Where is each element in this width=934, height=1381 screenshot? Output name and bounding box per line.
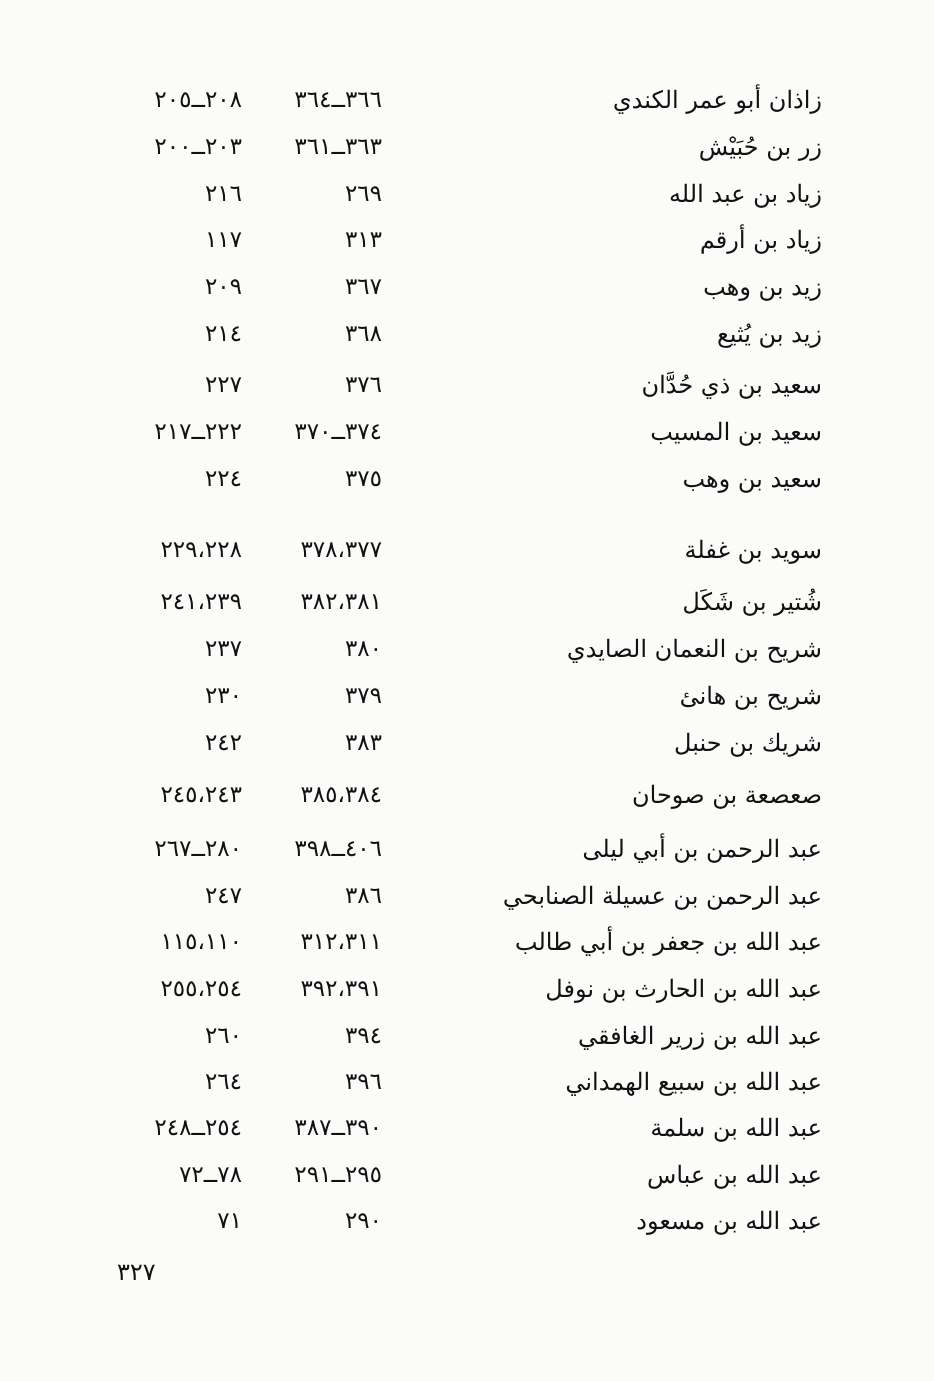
entry-name: سعيد بن ذي حُدَّان <box>641 371 822 399</box>
entry-name: عبد الله بن سبيع الهمداني <box>565 1068 822 1096</box>
entry-ref-primary: ٣٨٥،٣٨٤ <box>300 782 382 808</box>
entry-name: عبد الله بن مسعود <box>636 1207 822 1235</box>
index-row <box>0 723 934 763</box>
entry-name: شريك بن حنبل <box>674 729 822 757</box>
entry-ref-secondary: ٢٢٤ <box>204 466 242 492</box>
index-row <box>0 969 934 1009</box>
entry-ref-primary: ٣٦٣ــ٣٦١ <box>294 134 382 160</box>
entry-ref-secondary: ٢٥٤ــ٢٤٨ <box>154 1115 242 1141</box>
entry-ref-primary: ٣١٣ <box>344 227 382 253</box>
entry-ref-primary: ٢٩٥ــ٢٩١ <box>294 1162 382 1188</box>
index-row <box>0 829 934 869</box>
entry-ref-primary: ٤٠٦ــ٣٩٨ <box>294 836 382 862</box>
entry-name: صعصعة بن صوحان <box>632 781 822 809</box>
entry-ref-secondary: ٢٥٥،٢٥٤ <box>160 976 242 1002</box>
entry-name: زاذان أبو عمر الكندي <box>612 86 822 114</box>
entry-ref-primary: ٣٧٦ <box>344 372 382 398</box>
entry-ref-secondary: ٢٤٥،٢٤٣ <box>160 782 242 808</box>
entry-ref-secondary: ٢٠٨ــ٢٠٥ <box>154 87 242 113</box>
index-row <box>0 676 934 716</box>
entry-name: عبد الله بن جعفر بن أبي طالب <box>514 928 822 956</box>
entry-ref-primary: ٣٧٩ <box>344 683 382 709</box>
entry-name: زيد بن وهب <box>703 273 822 301</box>
entry-name: سعيد بن المسيب <box>650 418 822 446</box>
entry-ref-secondary: ٢٢٩،٢٢٨ <box>160 537 242 563</box>
entry-ref-primary: ٣١٢،٣١١ <box>300 929 382 955</box>
entry-ref-primary: ٣٩٦ <box>344 1069 382 1095</box>
entry-ref-primary: ٣٧٨،٣٧٧ <box>300 537 382 563</box>
index-row <box>0 127 934 167</box>
entry-ref-primary: ٣٨٠ <box>344 636 382 662</box>
entry-ref-secondary: ٢٣٠ <box>204 683 242 709</box>
index-row <box>0 582 934 622</box>
index-row <box>0 876 934 916</box>
index-row <box>0 1155 934 1195</box>
entry-name: زياد بن عبد الله <box>668 180 822 208</box>
entry-ref-secondary: ٢٤٧ <box>204 883 242 909</box>
entry-ref-secondary: ٢٨٠ــ٢٦٧ <box>154 836 242 862</box>
entry-ref-primary: ٣٦٨ <box>344 321 382 347</box>
entry-ref-secondary: ٢١٦ <box>204 181 242 207</box>
entry-name: زيد بن يُثيع <box>716 320 822 348</box>
entry-ref-primary: ٣٩٤ <box>344 1023 382 1049</box>
entry-ref-secondary: ٢٣٧ <box>204 636 242 662</box>
entry-ref-secondary: ٢٢٢ــ٢١٧ <box>154 419 242 445</box>
entry-ref-primary: ٣٨٣ <box>344 730 382 756</box>
entry-ref-secondary: ٢٦٤ <box>204 1069 242 1095</box>
entry-name: عبد الرحمن بن عسيلة الصنابحي <box>502 882 822 910</box>
entry-name: زياد بن أرقم <box>699 226 822 254</box>
index-row <box>0 459 934 499</box>
entry-name: عبد الله بن عباس <box>647 1161 822 1189</box>
index-row <box>0 1108 934 1148</box>
index-row <box>0 629 934 669</box>
entry-name: عبد الله بن سلمة <box>650 1114 822 1142</box>
index-row <box>0 267 934 307</box>
entry-ref-primary: ٣٨٦ <box>344 883 382 909</box>
entry-ref-secondary: ٢٤١،٢٣٩ <box>160 589 242 615</box>
index-row <box>0 1016 934 1056</box>
index-row <box>0 530 934 570</box>
entry-name: عبد الرحمن بن أبي ليلى <box>582 835 822 863</box>
index-row <box>0 1201 934 1241</box>
entry-name: شريح بن النعمان الصايدي <box>566 635 822 663</box>
entry-name: زر بن حُبَيْش <box>698 133 822 161</box>
entry-ref-secondary: ٢١٤ <box>204 321 242 347</box>
index-row <box>0 1062 934 1102</box>
entry-ref-primary: ٣٦٦ــ٣٦٤ <box>294 87 382 113</box>
entry-ref-secondary: ١١٥،١١٠ <box>160 929 242 955</box>
entry-name: عبد الله بن الحارث بن نوفل <box>545 975 822 1003</box>
entry-ref-primary: ٣٩٢،٣٩١ <box>300 976 382 1002</box>
entry-ref-primary: ٣٧٤ــ٣٧٠ <box>294 419 382 445</box>
entry-ref-primary: ٣٧٥ <box>344 466 382 492</box>
entry-ref-secondary: ٢٠٣ــ٢٠٠ <box>154 134 242 160</box>
entry-name: سعيد بن وهب <box>682 465 822 493</box>
index-row <box>0 174 934 214</box>
entry-ref-secondary: ٧٨ــ٧٢ <box>179 1162 242 1188</box>
entry-name: شُتير بن شَكَل <box>682 588 822 616</box>
entry-name: شريح بن هانئ <box>679 682 822 710</box>
page-number: ٣٢٧ <box>117 1258 156 1286</box>
entry-ref-secondary: ٧١ <box>217 1208 242 1234</box>
entry-ref-secondary: ٢٢٧ <box>204 372 242 398</box>
entry-ref-secondary: ٢٠٩ <box>204 274 242 300</box>
entry-ref-secondary: ١١٧ <box>204 227 242 253</box>
index-row <box>0 365 934 405</box>
entry-ref-primary: ٢٩٠ <box>344 1208 382 1234</box>
entry-ref-primary: ٣٦٧ <box>344 274 382 300</box>
index-row <box>0 80 934 120</box>
entry-ref-secondary: ٢٦٠ <box>204 1023 242 1049</box>
entry-ref-secondary: ٢٤٢ <box>204 730 242 756</box>
index-row <box>0 922 934 962</box>
entry-ref-primary: ٢٦٩ <box>344 181 382 207</box>
index-row <box>0 775 934 815</box>
entry-ref-primary: ٣٨٢،٣٨١ <box>300 589 382 615</box>
entry-ref-primary: ٣٩٠ــ٣٨٧ <box>294 1115 382 1141</box>
index-row <box>0 314 934 354</box>
entry-name: عبد الله بن زرير الغافقي <box>577 1022 822 1050</box>
entry-name: سويد بن غفلة <box>684 536 822 564</box>
index-row <box>0 412 934 452</box>
index-row <box>0 220 934 260</box>
